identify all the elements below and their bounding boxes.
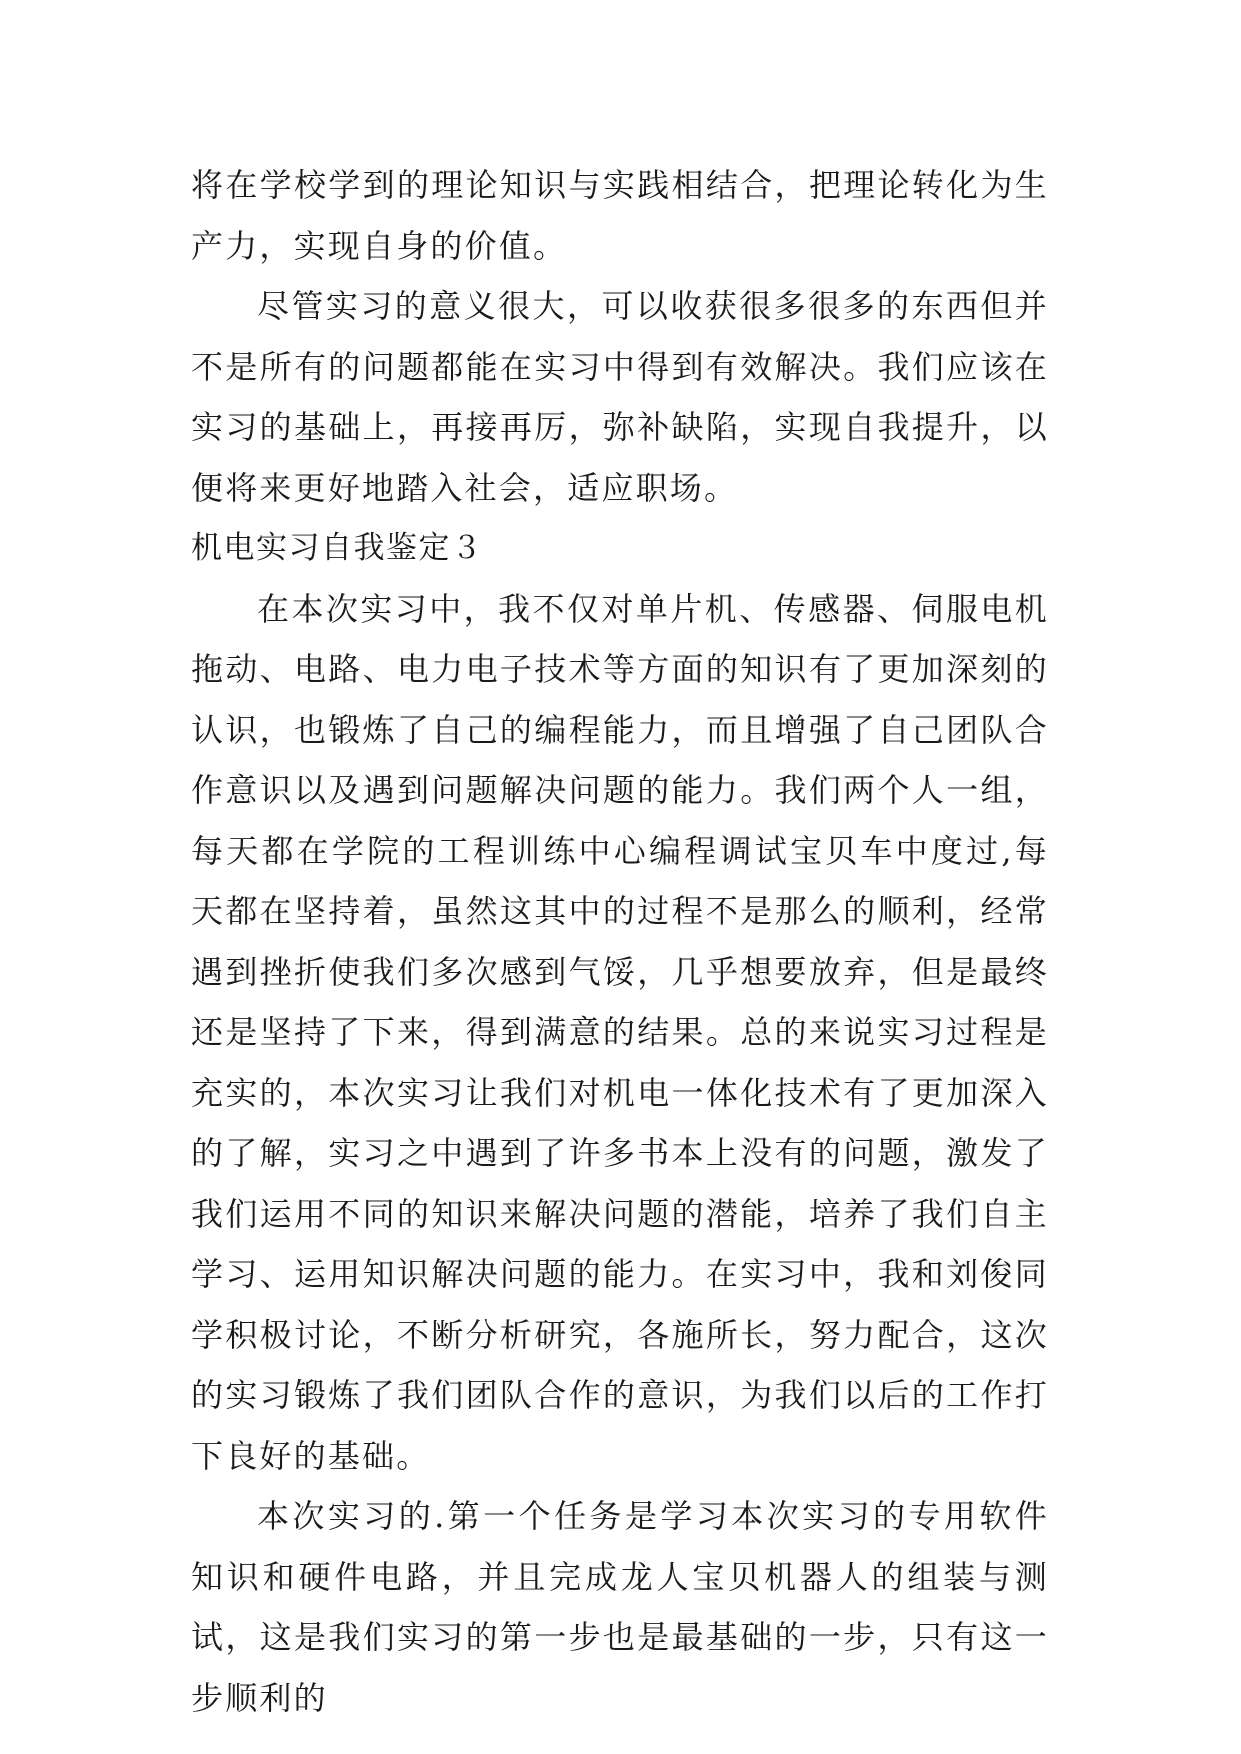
paragraph-internship-summary: 在本次实习中，我不仅对单片机、传感器、伺服电机拖动、电路、电力电子技术等方面的知识有了更加深刻的认识，也锻炼了自己的编程能力，而且增强了自己团队合作意识以及遇到问题解决问题的能力。我们两个人一组，每天都在学院的工程训练中心编程调试宝贝车中度过,每天都在坚持着，虽然这其中的过程不是那么的顺利，经常遇到挫折使我们多次感到气馁，几乎想要放弃，但是最终还是坚持了下来，得到满意的结果。总的来说实习过程是充实的，本次实习让我们对机电一体化技术有了更加深入的了解，实习之中遇到了许多书本上没有的问题，激发了我们运用不同的知识来解决问题的潜能，培养了我们自主学习、运用知识解决问题的能力。在实习中，我和刘俊同学积极讨论，不断分析研究，各施所长，努力配合，这次的实习锻炼了我们团队合作的意识，为我们以后的工作打下良好的基础。 [191, 589, 1049, 1475]
document-body [191, 155, 1049, 1728]
paragraph-first-task: 本次实习的.第一个任务是学习本次实习的专用软件知识和硬件电路，并且完成龙人宝贝机器人的组装与测试，这是我们实习的第一步也是最基础的一步，只有这一步顺利的 [191, 1497, 1049, 1717]
paragraph-internship-significance: 尽管实习的意义很大，可以收获很多很多的东西但并不是所有的问题都能在实习中得到有效解决。我们应该在实习的基础上，再接再厉，弥补缺陷，实现自我提升，以便将来更好地踏入社会，适应职场。 [191, 287, 1049, 507]
section-heading: 机电实习自我鉴定３ [191, 530, 484, 566]
paragraph-continuation: 将在学校学到的理论知识与实践相结合，把理论转化为生产力，实现自身的价值。 [191, 166, 1049, 265]
